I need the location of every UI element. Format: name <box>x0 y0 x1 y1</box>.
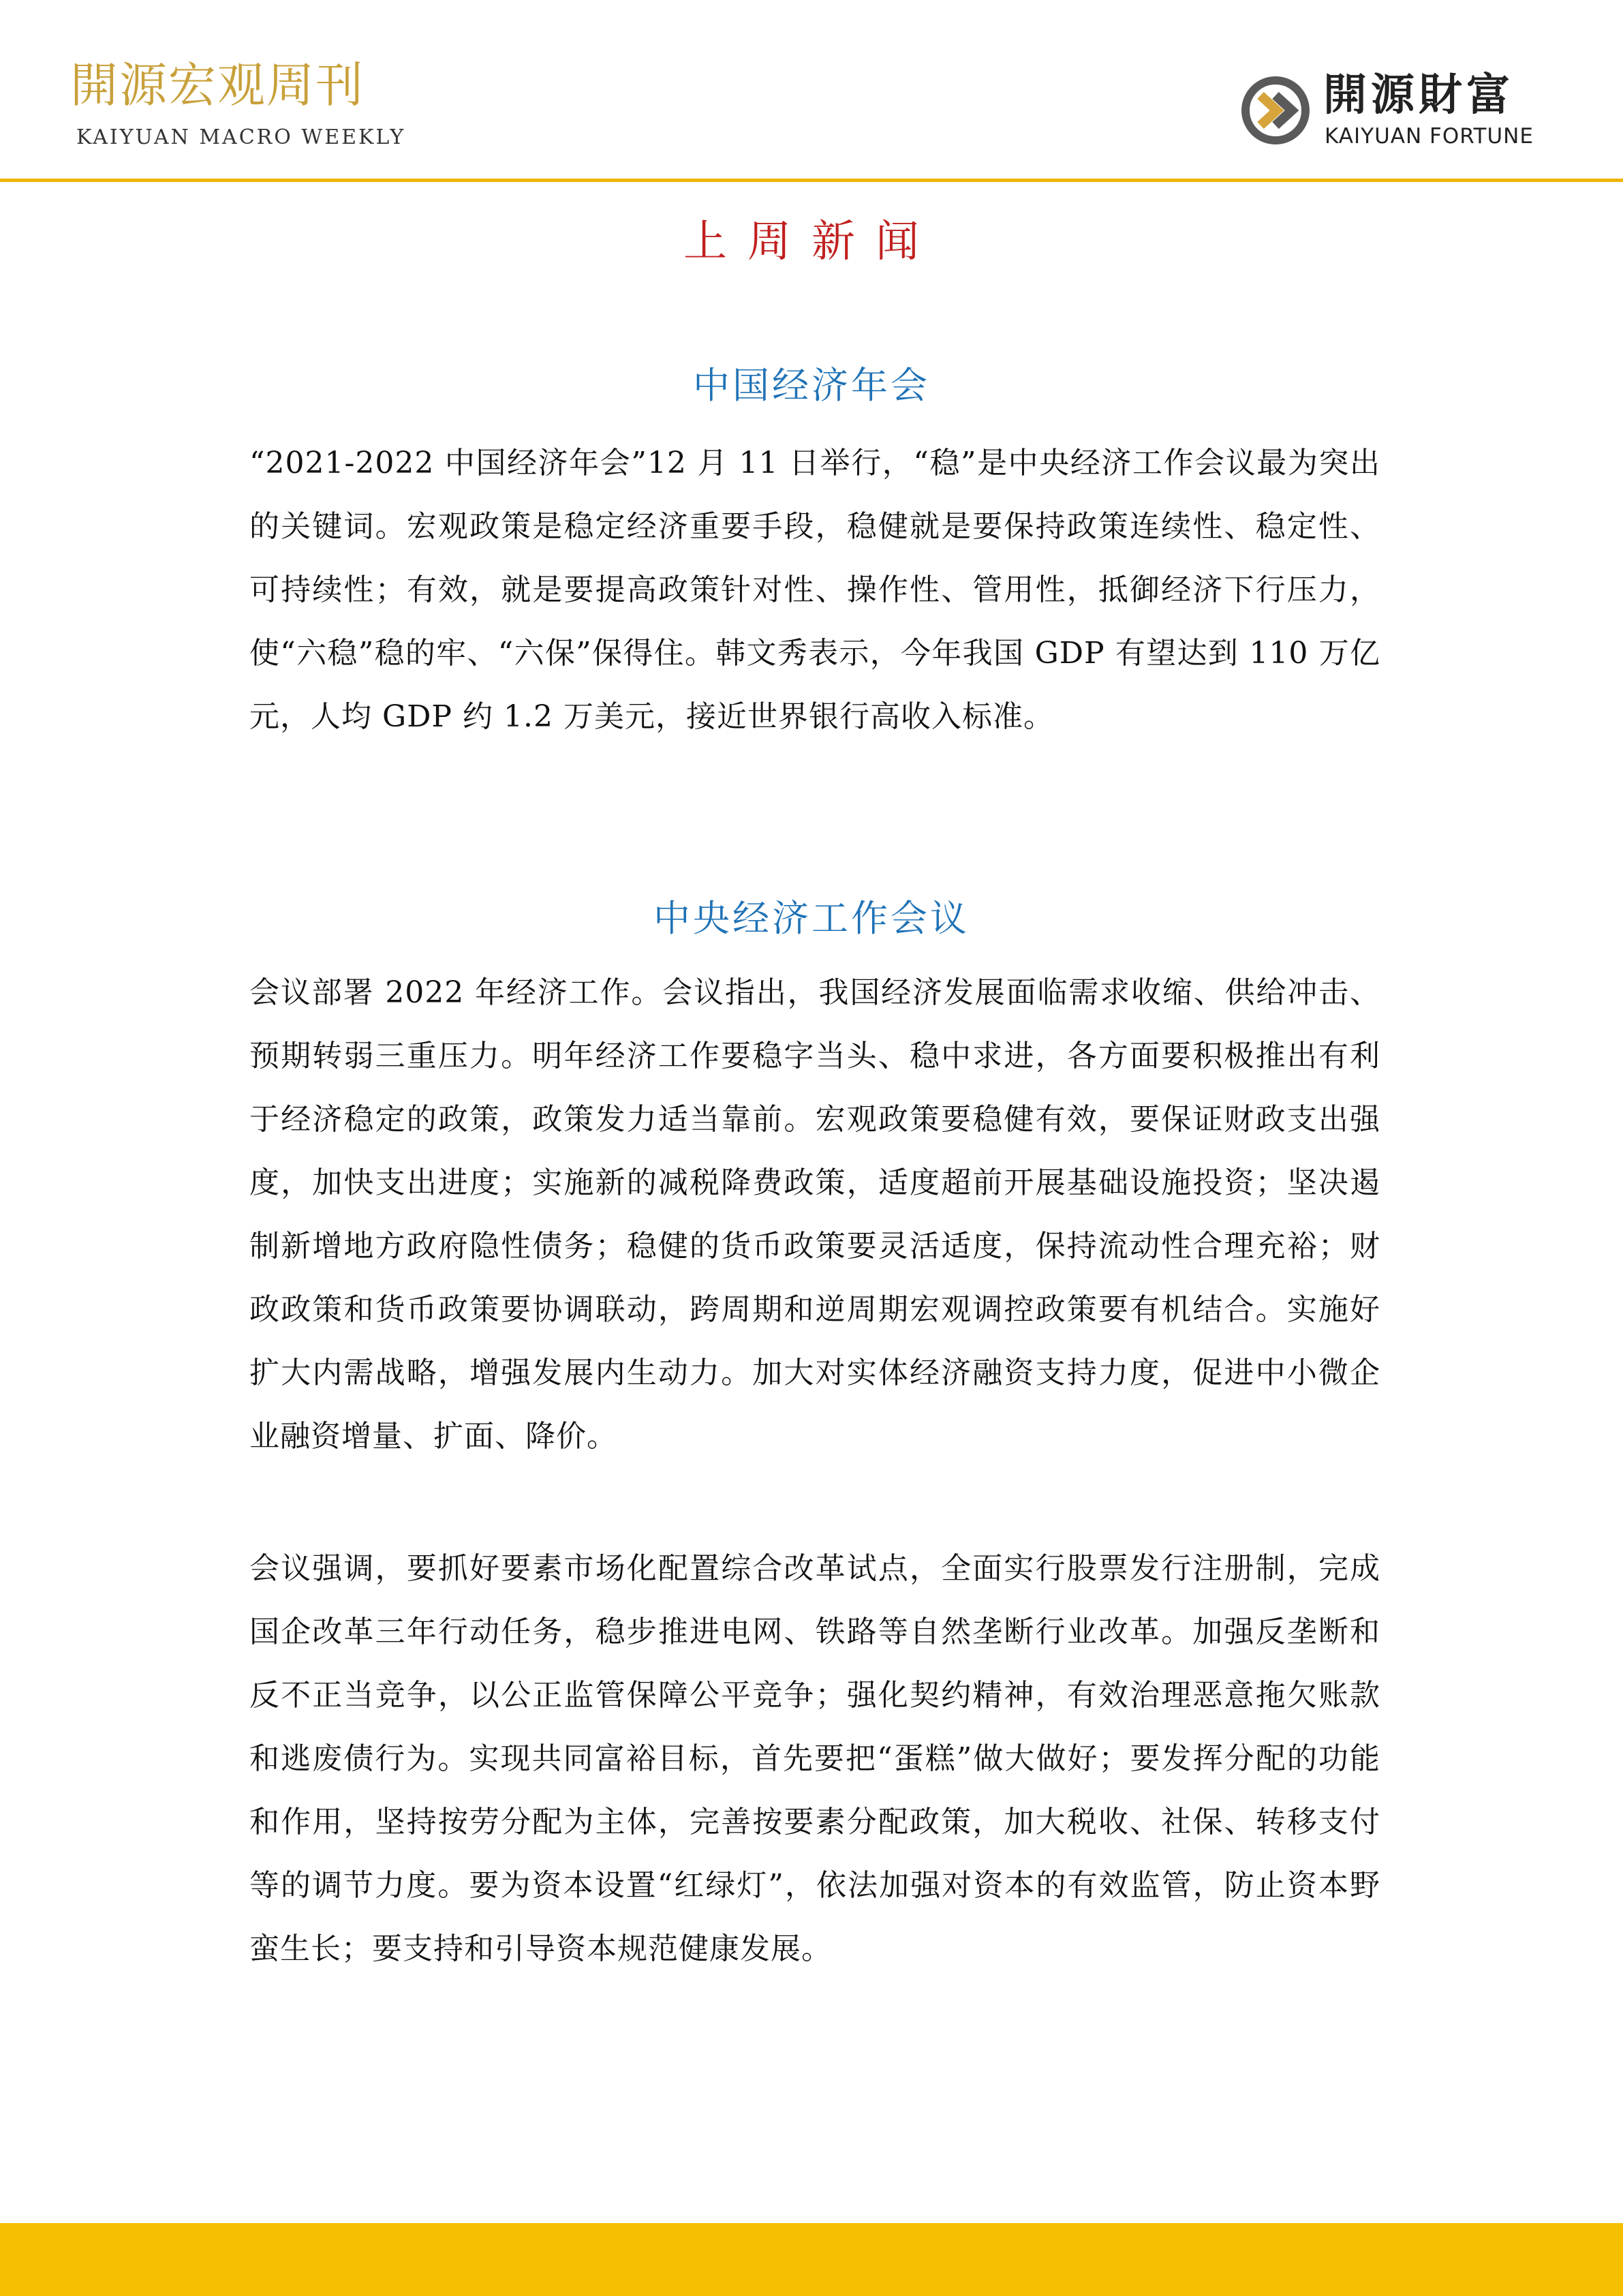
page-title: 上周新闻 <box>683 217 940 267</box>
kaiyuan-logo <box>1240 68 1554 157</box>
publication-title: 開源宏观周刊 <box>70 57 365 113</box>
footer-bar <box>0 2223 1623 2296</box>
publication-subtitle: KAIYUAN MACRO WEEKLY <box>76 125 406 149</box>
paragraph-economic-annual-meeting: “2021-2022 中国经济年会”12 月 11 日举行，“稳”是中央经济工作会议最为突出的关键词。宏观政策是稳定经济重要手段，稳健就是要保持政策连续性、稳定性、可持续性；有效，就是要提高政策针对性、操作性、管用性，抵御经济下行压力，使“六稳”稳的牢、“六保”保得住。韩文秀表示，今年我国 GDP 有望达到 110 万亿元，人均 GDP 约 1.2 万美元，接近世界银行高收入标准。 <box>249 446 1380 734</box>
logo-chinese-text: 開源財富 <box>1323 70 1514 121</box>
kaiyuan-logo-icon <box>1240 75 1311 146</box>
header-divider <box>0 179 1623 182</box>
page-header <box>0 0 1623 183</box>
logo-english-text: KAIYUAN FORTUNE <box>1325 124 1534 149</box>
section-heading-central-economic-work-conference: 中央经济工作会议 <box>653 897 970 940</box>
paragraph-conference-deployment: 会议部署 2022 年经济工作。会议指出，我国经济发展面临需求收缩、供给冲击、预期转弱三重压力。明年经济工作要稳字当头、稳中求进，各方面要积极推出有利于经济稳定的政策，政策发力适当靠前。宏观政策要稳健有效，要保证财政支出强度，加快支出进度；实施新的减税降费政策，适度超前开展基础设施投资；坚决遏制新增地方政府隐性债务；稳健的货币政策要灵活适度，保持流动性合理充裕；财政政策和货币政策要协调联动，跨周期和逆周期宏观调控政策要有机结合。实施好扩大内需战略，增强发展内生动力。加大对实体经济融资支持力度，促进中小微企业融资增量、扩面、降价。 <box>249 975 1380 1454</box>
section-heading-economic-annual-meeting: 中国经济年会 <box>693 364 930 407</box>
paragraph-conference-emphasis: 会议强调，要抓好要素市场化配置综合改革试点，全面实行股票发行注册制，完成国企改革三年行动任务，稳步推进电网、铁路等自然垄断行业改革。加强反垄断和反不正当竞争，以公正监管保障公平竞争；强化契约精神，有效治理恶意拖欠账款和逃废债行为。实现共同富裕目标，首先要把“蛋糕”做大做好；要发挥分配的功能和作用，坚持按劳分配为主体，完善按要素分配政策，加大税收、社保、转移支付等的调节力度。要为资本设置“红绿灯”，依法加强对资本的有效监管，防止资本野蛮生长；要支持和引导资本规范健康发展。 <box>249 1551 1380 1966</box>
